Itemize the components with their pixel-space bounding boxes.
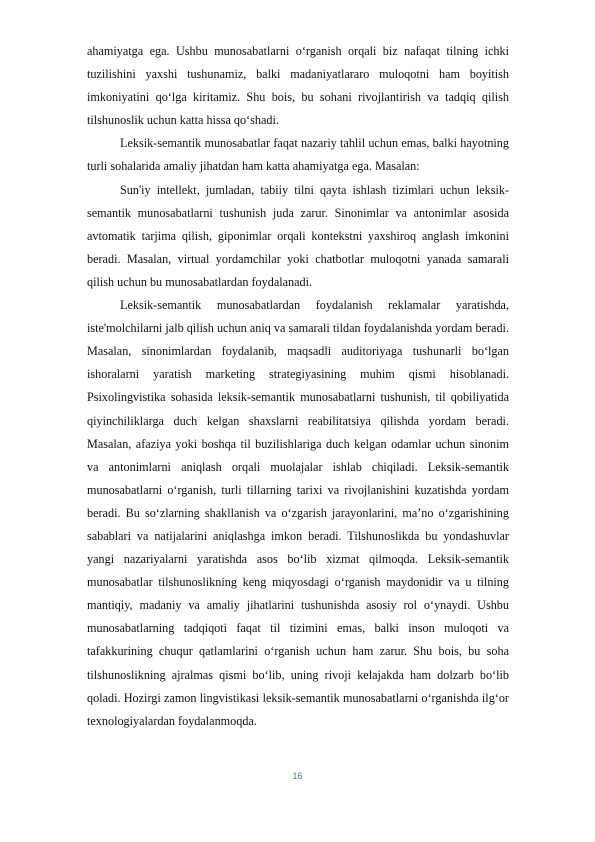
page-number: 16 <box>292 771 303 781</box>
document-body <box>87 40 509 733</box>
paragraph-suniy-intellekt: Sun'iy intellekt, jumladan, tabiiy tilni qayta ishlash tizimlari uchun leksik-semantik munosabatlarni tushunish juda zarur. Sinonimlar va antonimlar asosida avtomatik tarjima qilish, giponimlar orqali kontekstni yaxshiroq anglash imkonini beradi. Masalan, virtual yordamchilar yoki chatbotlar muloqotni yanada samarali qilish uchun bu munosabatlardan foydalanadi. <box>87 182 509 289</box>
paragraph-leksik-semantik-ahamiyat: Leksik-semantik munosabatlar faqat nazariy tahlil uchun emas, balki hayotning turli sohalarida amaliy jihatdan ham katta ahamiyatga ega. Masalan: <box>87 136 509 174</box>
paragraph-continuation: ahamiyatga ega. Ushbu munosabatlarni o‘rganish orqali biz nafaqat tilning ichki tuzilishini yaxshi tushunamiz, balki madaniyatlararo muloqotni ham boyitish imkoniyatini qo‘lga kiritamiz. Shu bois, bu sohani rivojlantirish va tadqiq qilish tilshunoslik uchun katta hissa qo‘shadi. <box>87 44 509 128</box>
paragraph-reklama-psixolingvistika: Leksik-semantik munosabatlardan foydalanish reklamalar yaratishda, iste'molchilarni jalb qilish uchun aniq va samarali tildan foydalanishda yordam beradi. Masalan, sinonimlardan foydalanib, maqsadli auditoriyaga tushunarli bo‘lgan ishoralarni yaratish marketing strategiyasining muhim qismi hisoblanadi. Psixolingvistika sohasida leksik-semantik munosabatlarni tushunish, til qobiliyatida qiyinchiliklarga duch kelgan shaxslarni reabilitatsiya qilishda yordam beradi. Masalan, afaziya yoki boshqa til buzilishlariga duch kelgan odamlar uchun sinonim va antonimlarni aniqlash orqali muolajalar ishlab chiqiladi. Leksik-semantik munosabatlarni o‘rganish, turli tillarning tarixi va rivojlanishini kuzatishda yordam beradi. Bu so‘zlarning shakllanish va o‘zgarish jarayonlarini, maʼno o‘zgarishining sabablari va natijalarini aniqlashga imkon beradi. Tilshunoslikda bu yondashuvlar yangi nazariyalarni yaratishda asos bo‘lib xizmat qilmoqda. Leksik-semantik munosabatlar tilshunoslikning keng miqyosdagi o‘rganish maydonidir va u tilning mantiqiy, madaniy va amaliy jihatlarini tushunishda asosiy rol o‘ynaydi. Ushbu munosabatlarning tadqiqoti faqat til tizimini emas, balki inson muloqoti va tafakkurining chuqur qatlamlarini o‘rganish uchun ham zarur. Shu bois, bu soha tilshunoslikning ajralmas qismi bo‘lib, uning rivoji kelajakda ham dolzarb bo‘lib qoladi. Hozirgi zamon lingvistikasi leksik-semantik munosabatlarni o‘rganishda ilg‘or texnologiyalardan foydalanmoqda. <box>87 298 509 728</box>
